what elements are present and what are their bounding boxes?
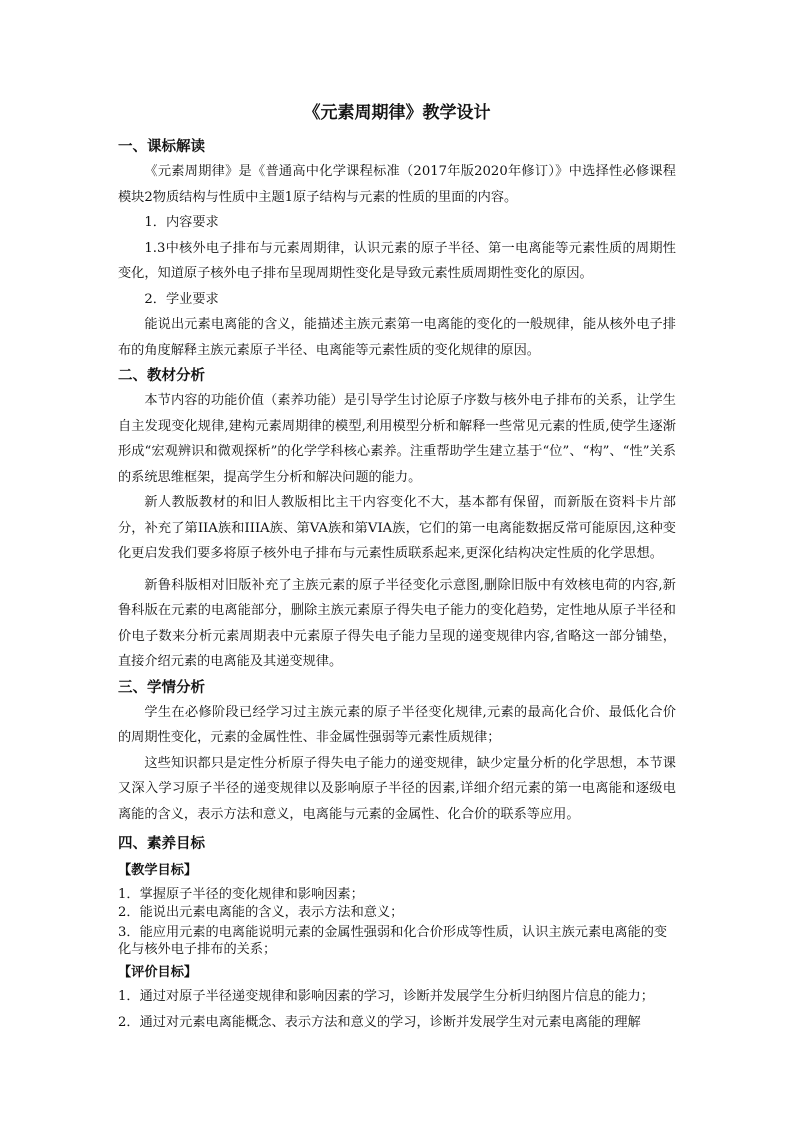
section-heading-student-analysis: 三、学情分析 — [118, 678, 205, 696]
paragraph: 能说出元素电离能的含义，能描述主族元素第一电离能的变化的一般规律，能从核外电子排布的角度解释主族元素原子半径、电离能等元素性质的变化规律的原因。 — [118, 317, 676, 358]
evaluation-goals-label: 【评价目标】 — [118, 965, 198, 980]
paragraph: 学生在必修阶段已经学习过主族元素的原子半径变化规律,元素的最高化合价、最低化合价的周期性变化，元素的金属性性、非金属性强弱等元素性质规律； — [118, 704, 676, 745]
section-heading-literacy-goals: 四、素养目标 — [118, 835, 205, 852]
paragraph: 《元素周期律》是《普通高中化学课程标准（2017年版2020年修订）》中选择性必修课程模块2物质结构与性质中主题1原子结构与元素的性质的里面的内容。 — [118, 164, 676, 205]
paragraph: 新鲁科版相对旧版补充了主族元素的原子半径变化示意图,删除旧版中有效核电荷的内容,新鲁科版在元素的电离能部分，删除主族元素原子得失电子能力的变化趋势，定性地从原子半径和价电子数来分析元素周期表中元素原子得失电子能力呈现的递变规律内容,省略这一部分铺垫，直接介绍元素的电离能及其递变规律。 — [118, 577, 676, 669]
list-item: 1．通过对原子半径递变规律和影响因素的学习，诊断并发展学生分析归纳图片信息的能力； — [118, 989, 654, 1004]
paragraph: 本节内容的功能价值（素养功能）是引导学生讨论原子序数与核外电子排布的关系，让学生自主发现变化规律,建构元素周期律的模型,利用模型分析和解释一些常见元素的性质,使学生逐渐形成“宏观辨识和微观探析”的化学学科核心素养。注重帮助学生建立基于“位”、“构”、“性”关系的系统思维框架，提高学生分析和解决问题的能力。 — [118, 393, 676, 485]
subheading-content-requirements: 1．内容要求 — [144, 215, 219, 230]
list-item: 3．能应用元素的电离能说明元素的金属性强弱和化合价形成等性质，认识主族元素电离能的变化与核外电子排布的关系； — [118, 925, 668, 957]
document-title: 《元素周期律》教学设计 — [303, 103, 491, 123]
list-item: 2．能说出元素电离能的含义，表示方法和意义； — [118, 905, 404, 920]
document-page — [118, 100, 676, 1036]
teaching-goals-label: 【教学目标】 — [118, 863, 198, 878]
subheading-academic-requirements: 2．学业要求 — [144, 291, 219, 307]
section-heading-standards: 一、课标解读 — [118, 138, 205, 155]
list-item: 1．掌握原子半径的变化规律和影响因素； — [118, 887, 364, 902]
paragraph: 这些知识都只是定性分析原子得失电子能力的递变规律，缺少定量分析的化学思想，本节课又深入学习原子半径的递变规律以及影响原子半径的因素,详细介绍元素的第一电离能和逐级电离能的含义，表示方法和意义，电离能与元素的金属性、化合价的联系等应用。 — [118, 755, 676, 822]
paragraph: 新人教版教材的和旧人教版相比主干内容变化不大，基本都有保留，而新版在资料卡片部分，补充了第IIA族和IIIA族、第VA族和第VIA族，它们的第一电离能数据反常可能原因,这种变化更启发我们要多将原子核外电子排布与元素性质联系起来,更深化结构决定性质的化学思想。 — [118, 495, 676, 561]
paragraph: 1.3中核外电子排布与元素周期律，认识元素的原子半径、第一电离能等元素性质的周期性变化，知道原子核外电子排布呈现周期性变化是导致元素性质周期性变化的原因。 — [118, 240, 676, 281]
section-heading-textbook-analysis: 二、教材分析 — [118, 367, 205, 384]
list-item: 2．通过对元素电离能概念、表示方法和意义的学习，诊断并发展学生对元素电离能的理解 — [118, 1015, 641, 1030]
